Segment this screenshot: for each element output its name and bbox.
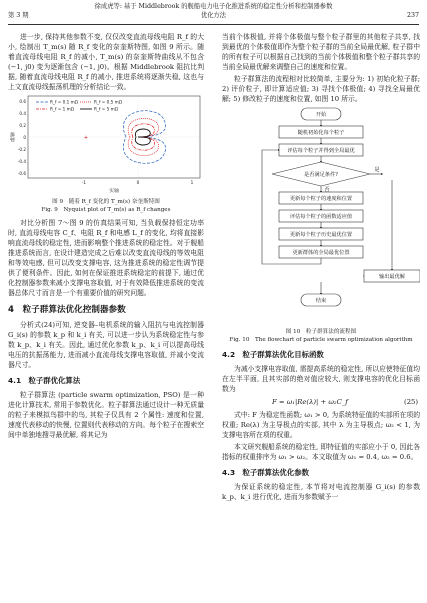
subsection-heading: 4.3 粒子群算法优化参数	[222, 468, 309, 477]
x-tick-label: 1	[190, 180, 194, 185]
y-axis-label: 虚轴	[11, 132, 16, 142]
paragraph: 当前个体极值, 并将个体极值与整个粒子群里的其他粒子共享, 找到最优的个体极值即作为整个粒子群的当前全局最优解, 粒子群中的所有粒子可以根据自己找到的当前个体极值和整个粒子群共享的当前全局最优解来调整自己的速度和位置。	[222, 33, 420, 71]
subsection-heading: 4.2 粒子群算法优化目标函数	[222, 350, 324, 359]
y-tick-label: -0.2	[17, 147, 26, 152]
x-axis-label: 实轴	[109, 189, 119, 194]
flow-label: 是否满足条件?	[304, 172, 338, 178]
paragraph: 粒子群算法的流程相对比较简单, 主要分为: 1) 初始化粒子群; 2) 评价粒子, 即计算适应值; 3) 寻找个体极值; 4) 寻找全局最优解; 5) 修改粒子的速度和位置, 如图 10 所示。	[222, 75, 420, 103]
legend-entry: R_f = 0.5 mΩ	[94, 99, 122, 105]
paragraph: 进一步, 保持其他参数不变, 仅仅改变直流母线电阻 R_f 的大小, 绘制出 T_m(s) 随 R_f 变化的奈奎斯特图, 如图 9 所示。随着直流母线电阻 R_f 的减小, T_m(s) 的奈奎斯特曲线从不包含 (−1, j0) 变为逐渐包含 (−1, j0)。根据 Middlebrook 阻抗比判据, 随着直流母线电阻 R_f 的减小, 推进系统将逐渐失稳, 这也与上文直流母线振荡机理的分析结论一致。	[8, 33, 204, 91]
subsection-heading: 4.1 粒子群优化算法	[8, 376, 81, 385]
figure-10-flowchart	[222, 106, 420, 324]
legend-entry: R_f = 1 mΩ	[50, 106, 74, 112]
paragraph: 对比分析图 7～图 9 的仿真结果可知, 当负载保持恒定功率时, 直流母线电容 C_f、电阻 R_f 和电感 L_f 的变化, 均将直接影响直流母线的稳定性, 进而影响整个推进系统的稳定性。对于舰船推进系统而言, 在设计建造完成之后难以改变直流母线的等效电阻和等效电感, 但可以改变支撑电容, 这为推进系统的稳定性调节提供了便利条件。因此, 如何在保证推进系统稳定的前提下, 通过优化控制器参数来减小支撑电容取值, 对于有效降低推进系统的变流器总体尺寸而言是一个有重要价值的研究问题。	[8, 219, 204, 297]
y-tick-label: 0.4	[19, 111, 26, 116]
legend-entry: R_f = 0.1 mΩ	[50, 99, 78, 105]
flow-label: 评估每个粒子并得到全局最优	[287, 148, 355, 154]
x-tick-label: 0	[136, 180, 140, 185]
paragraph: 本文研究舰船系统的稳定性, 即特征值的实部应小于 0, 因此各指标的权重排序为 ω₁ > ω₂。本文取值为 ω₁ = 0.4, ω₂ = 0.6。	[222, 443, 420, 461]
paragraph: 分析式(24)可知, 逆变器–电机系统的输入阻抗与电流控制器 G_i(s) 的参数 k_p 和 k_i 有关, 可以进一步认为系统稳定性与参数 k_p、k_i 有关。因此, 通过优化参数 k_p、k_i 可以提高母线电压的抗振荡能力, 进而减小直流母线支撑电容取值, 并减小变流器尺寸。	[8, 321, 204, 369]
flow-label: 随机初始化每个粒子	[297, 130, 345, 136]
critical-point-marker: +	[83, 135, 89, 141]
header-rule	[8, 24, 419, 25]
section-heading: 4 粒子群算法优化控制器参数	[8, 305, 126, 315]
figure-9-nyquist-plot	[8, 94, 204, 194]
running-subtitle: 优化方法	[200, 12, 227, 19]
flow-yes-label: 是	[374, 167, 380, 173]
equation-25	[222, 397, 420, 407]
flow-label: 输出最优解	[379, 274, 405, 280]
right-column	[222, 32, 420, 504]
flow-label: 更新群体的全局最优位置	[292, 250, 350, 256]
y-tick-label: -0.4	[17, 159, 26, 164]
figure-10-caption-en: Fig. 10 The flowchart of particle swarm optimization algorithm	[229, 337, 413, 343]
flow-label: 评估每个粒子的函数适应值	[289, 214, 353, 220]
paragraph: 式中: F 为稳定性函数; ω₁ > 0, 为系统特征值的实部所在项的权重; Re(λ) 为主导极点的实部, 其中 λ 为主导极点; ω₂ < 1, 为支撑电容所在项的权重。	[222, 411, 420, 439]
paragraph: 粒子群算法 (particle swarm optimization, PSO) 是一种进化计算技术, 常用于参数优化。粒子群算法通过设计一种无质量的粒子来模拟鸟群中的鸟, 其粒子仅具有 2 个属性: 速度和位置, 速度代表移动的快慢, 位置则代表移动的方向。每个粒子在搜索空间中单独地搜寻最优解, 将其记为	[8, 391, 204, 439]
paragraph: 为保证系统的稳定性, 本节将对电流控制器 G_i(s) 的参数 k_p、k_i 进行优化, 进而为参数赋予一	[222, 483, 420, 501]
flow-label: 开始	[315, 112, 327, 118]
y-tick-label: 0	[23, 135, 26, 140]
page-header	[8, 3, 419, 25]
figure-9-caption-en: Fig. 9 Nyquist plot of T_m(s) as R_f changes	[41, 207, 171, 213]
y-tick-label: 0.2	[19, 123, 26, 128]
running-title: 徐成虎等: 基于 Middlebrook 的舰船电力电子化推进系统的稳定性分析和控制器参数	[94, 3, 333, 10]
figure-9-legend	[36, 100, 123, 112]
flow-label: 结束	[315, 298, 327, 304]
flow-no-label: 否	[324, 187, 330, 193]
figure-9-caption-cn: 图 9 随着 R_f 变化的 T_m(s) 奈奎斯特图	[52, 199, 160, 205]
equation-body: F = ω₁|Re(λ)| + ω₂C_f	[272, 398, 348, 406]
page-number: 237	[406, 12, 419, 19]
equation-number: (25)	[404, 398, 418, 406]
y-tick-label: 0.6	[19, 99, 26, 104]
paragraph: 为减小支撑电容取值, 需提高系统的稳定性, 所以应使特征值均在左半平面, 且其实部的绝对值应较大, 则支撑电容的优化目标函数为	[222, 365, 420, 393]
legend-entry: R_f = 5 mΩ	[94, 106, 118, 112]
issue-label: 第 3 期	[8, 12, 29, 19]
y-tick-label: -0.6	[17, 171, 26, 176]
flow-label: 更新每个粒子历史最优位置	[289, 232, 353, 238]
left-column	[8, 32, 204, 442]
x-tick-label: -1	[81, 180, 87, 185]
flow-label: 更新每个粒子的速度和位置	[289, 196, 353, 202]
figure-10-caption-cn: 图 10 粒子群算法的流程图	[285, 329, 357, 335]
